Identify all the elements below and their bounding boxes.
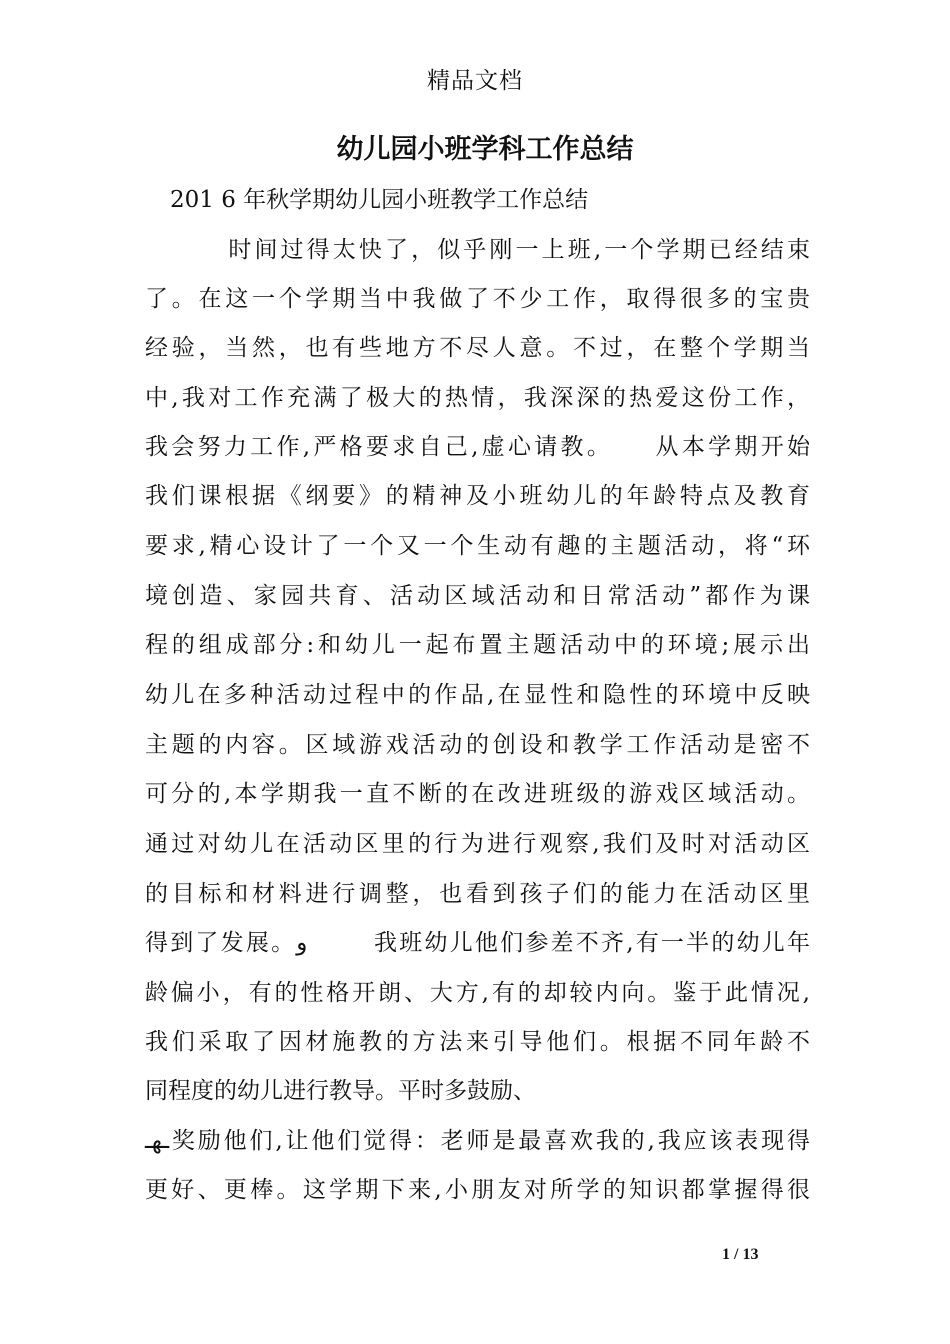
body-line: 我们课根据《纲要》的精神及小班幼儿的年龄特点及教育 — [145, 483, 810, 509]
body-line: ـهـ奖励他们,让他们觉得：老师是最喜欢我的,我应该表现得 — [145, 1128, 810, 1154]
document-title: 幼儿园小班学科工作总结 — [336, 134, 634, 165]
body-line: 经验，当然，也有些地方不尽人意。不过，在整个学期当 — [145, 335, 810, 361]
body-line: 同程度的幼儿进行教导。平时多鼓励、 — [145, 1078, 536, 1104]
body-line: 幼儿在多种活动过程中的作品,在显性和隐性的环境中反映 — [145, 682, 810, 708]
body-line: 时间过得太快了，似乎刚一上班,一个学期已经结束 — [145, 237, 810, 263]
page-indicator: 1 / 13 — [722, 1246, 759, 1263]
body-line: 了。在这一个学期当中我做了不少工作，取得很多的宝贵 — [145, 286, 810, 312]
body-line: 主题的内容。区域游戏活动的创设和教学工作活动是密不 — [145, 732, 810, 758]
body-line: 通过对幼儿在活动区里的行为进行观察,我们及时对活动区 — [145, 831, 810, 857]
body-line: 境创造、家园共育、活动区域活动和日常活动”都作为课 — [145, 583, 810, 609]
body-line: 程的组成部分:和幼儿一起布置主题活动中的环境;展示出 — [145, 632, 810, 658]
body-line: 要求,精心设计了一个又一个生动有趣的主题活动，将“环 — [145, 533, 810, 559]
document-subtitle: 201 6 年秋学期幼儿园小班教学工作总结 — [170, 187, 589, 213]
body-line: 龄偏小，有的性格开朗、大方,有的却较内向。鉴于此情况, — [145, 980, 810, 1006]
body-line: 得到了发展。و 我班幼儿他们参差不齐,有一半的幼儿年 — [145, 930, 810, 956]
body-line: 中,我对工作充满了极大的热情，我深深的热爱这份工作， — [145, 385, 810, 411]
body-line: 我们采取了因材施教的方法来引导他们。根据不同年龄不 — [145, 1029, 810, 1055]
body-line: 的目标和材料进行调整，也看到孩子们的能力在活动区里 — [145, 881, 810, 907]
body-line: 我会努力工作,严格要求自己,虚心请教。 从本学期开始 — [145, 434, 810, 460]
document-header: 精品文档 — [427, 68, 523, 94]
body-line: 更好、更棒。这学期下来,小朋友对所学的知识都掌握得很 — [145, 1177, 810, 1203]
body-line: 可分的,本学期我一直不断的在改进班级的游戏区域活动。 — [145, 781, 810, 807]
